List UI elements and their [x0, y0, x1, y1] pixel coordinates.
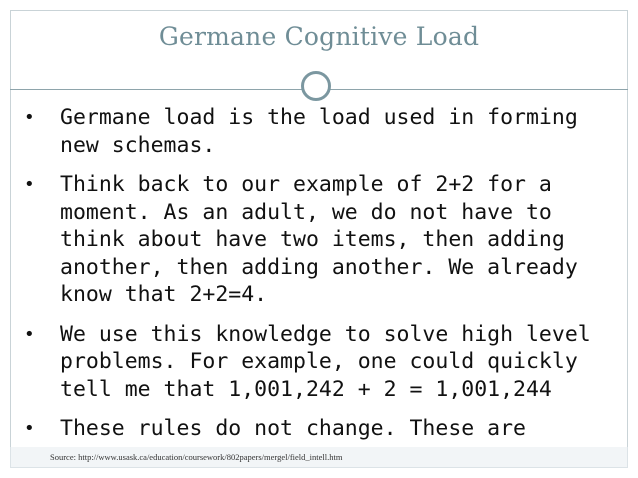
bullet-list: [24, 104, 624, 455]
bullet-text: Germane load is the load used in forming new schemas.: [60, 105, 578, 158]
bullet-icon: •: [24, 174, 35, 195]
source-citation: Source: http://www.usask.ca/education/coursework/802papers/mergel/field_intell.htm: [50, 452, 343, 462]
bullet-icon: •: [24, 323, 35, 345]
bullet-text: Think back to our example of 2+2 for a moment. As an adult, we do not have to think about have two items, then adding another, then adding another. We already know that 2+2=4.: [60, 172, 578, 307]
slide-title: Germane Cognitive Load: [158, 22, 480, 51]
bullet-text: These rules do not change. These are: [60, 416, 526, 441]
bullet-text: We use this knowledge to solve high level problems. For example, one could quickly tell me that 1,001,242 + 2 = 1,001,244: [60, 321, 591, 402]
bullet-item: [24, 321, 624, 404]
bullet-item: [24, 415, 624, 443]
bullet-item: [24, 171, 624, 309]
bullet-icon: •: [24, 418, 35, 439]
bullet-icon: •: [24, 107, 35, 128]
circle-ornament-icon: [301, 71, 331, 101]
bullet-item: [24, 104, 624, 159]
